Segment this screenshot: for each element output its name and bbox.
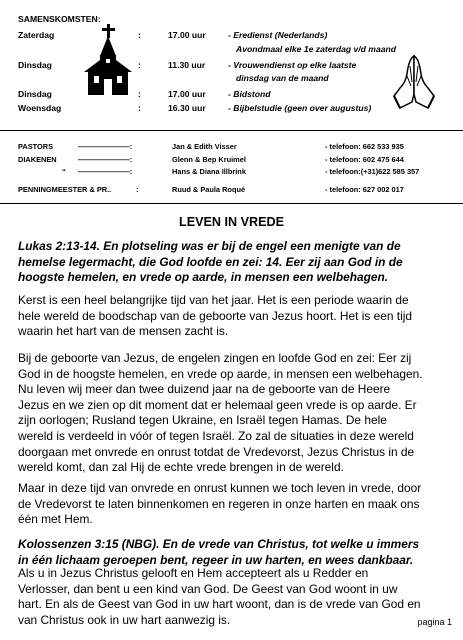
schedule-desc: Avondmaal elke 1e zaterdag v/d maand (236, 44, 396, 54)
text-line: waarin het hart van de mensen zacht is. (18, 324, 229, 339)
contact-names: Ruud & Paula Roqué (172, 185, 246, 194)
contact-dash: ———————: (78, 167, 133, 176)
text-line: zijn oorlogen; Rusland tegen Ukraine, en Israël tegen Hamas. De hele (18, 413, 387, 428)
contact-names: Glenn & Bep Kruimel (172, 155, 246, 164)
schedule-time: 11.30 uur (168, 60, 206, 70)
scripture-quote (18, 537, 450, 568)
schedule-day: Woensdag (18, 103, 62, 113)
text-line: Lukas 2:13-14. En plotseling was er bij de engel een menigte van de (18, 239, 401, 253)
text-line: Als u in Jezus Christus gelooft en Hem accepteert als u Redder en (18, 566, 369, 580)
text-line: in één lichaam geroepen bent, regeer in uw harten, en wees dankbaar. (18, 552, 414, 567)
divider (0, 203, 463, 204)
body-paragraph (18, 293, 450, 340)
contact-role: PASTORS (18, 142, 54, 151)
text-line: hele wereld de boodschap van de geboorte van Jezus hoort. Het is een tijd (18, 308, 412, 323)
schedule-desc: dinsdag van de maand (236, 73, 329, 83)
contact-phone: - telefoon:(+31)622 585 357 (325, 167, 420, 176)
contact-dash: ———————: (78, 142, 133, 151)
schedule-desc: - Bidstond (228, 89, 271, 99)
schedule-desc: - Vrouwendienst op elke laatste (228, 60, 357, 70)
text-line: God in de hoogste hemelen, en vrede op aarde, in mensen een welbehagen. (18, 366, 423, 381)
contact-phone: - telefoon: 602 475 644 (325, 155, 404, 164)
contact-phone: - telefoon: 662 533 935 (325, 142, 404, 151)
schedule-colon: : (138, 89, 141, 99)
contact-role: DIAKENEN (18, 155, 57, 164)
church-icon (80, 24, 136, 96)
text-line: de Vredevorst te laten binnenkomen en regeren in onze harten en maak ons (18, 496, 420, 511)
text-line: hart. En als de Geest van God in uw hart woont, dan is de vrede van God en (18, 597, 421, 612)
contact-phone: - telefoon: 627 002 017 (325, 185, 404, 194)
text-line: wereld komt, dan zal Hij de echte vrede brengen in de wereld. (18, 460, 344, 475)
article-title: LEVEN IN VREDE (179, 215, 284, 229)
page-number: pagina 1 (417, 617, 452, 627)
contact-dash: ———————: (78, 155, 133, 164)
schedule-day: Zaterdag (18, 30, 55, 40)
divider (0, 130, 463, 131)
schedule-colon: : (138, 60, 141, 70)
text-line: Verlosser, dan bent u een kind van God. De Geest van God woont in uw (18, 581, 398, 596)
text-line: wereld is verdeeld in vóór of tegen Israël. Zo zal de situaties in deze wereld (18, 428, 414, 443)
schedule-time: 17.00 uur (168, 89, 206, 99)
contact-names: Jan & Edith Visser (172, 142, 237, 151)
text-line: Jezus en we zien op dit moment dat er helemaal geen vrede is op aarde. Er (18, 397, 417, 412)
body-paragraph (18, 566, 450, 628)
text-line: Maar in deze tijd van onvrede en onrust kunnen we toch leven in vrede, door (18, 481, 422, 495)
contact-role: “ (62, 167, 66, 176)
schedule-desc: - Eredienst (Nederlands) (228, 30, 328, 40)
text-line: hemelse legermacht, die God loofde en zei: 14. Eer zij aan God in de (18, 254, 403, 269)
schedule-desc: - Bijbelstudie (geen over augustus) (228, 103, 372, 113)
body-paragraph (18, 481, 450, 528)
text-line: van Christus ook in uw hart aanwezig is. (18, 612, 231, 627)
text-line: Kerst is een heel belangrijke tijd van het jaar. Het is een periode waarin de (18, 293, 409, 307)
body-paragraph (18, 351, 450, 476)
schedule-heading: SAMENSKOMSTEN: (18, 14, 101, 24)
schedule-time: 17.00 uur (168, 30, 206, 40)
text-line: Bij de geboorte van Jezus, de engelen zingen en loofde God en zei: Eer zij (18, 351, 412, 365)
schedule-day: Dinsdag (18, 60, 52, 70)
praying-hands-icon (390, 52, 438, 112)
schedule-day: Dinsdag (18, 89, 52, 99)
text-line: Kolossenzen 3:15 (NBG). En de vrede van Christus, tot welke u immers (18, 537, 420, 551)
text-line: Nu leven wij meer dan twee duizend jaar na de geboorte van de Heere (18, 382, 391, 397)
scripture-quote (18, 239, 450, 286)
contact-dash: : (136, 185, 139, 194)
schedule-colon: : (138, 30, 141, 40)
text-line: één met Hem. (18, 512, 93, 527)
schedule-time: 16.30 uur (168, 103, 206, 113)
text-line: hoogste hemelen, en vrede op aarde, in mensen een welbehagen. (18, 270, 389, 285)
contact-names: Hans & Diana Illbrink (172, 167, 246, 176)
text-line: doorgaan met onvrede en onrust totdat de Vredevorst, Jezus Christus in de (18, 444, 415, 459)
contact-role: PENNINGMEESTER & PR.. (18, 185, 112, 194)
schedule-colon: : (138, 103, 141, 113)
